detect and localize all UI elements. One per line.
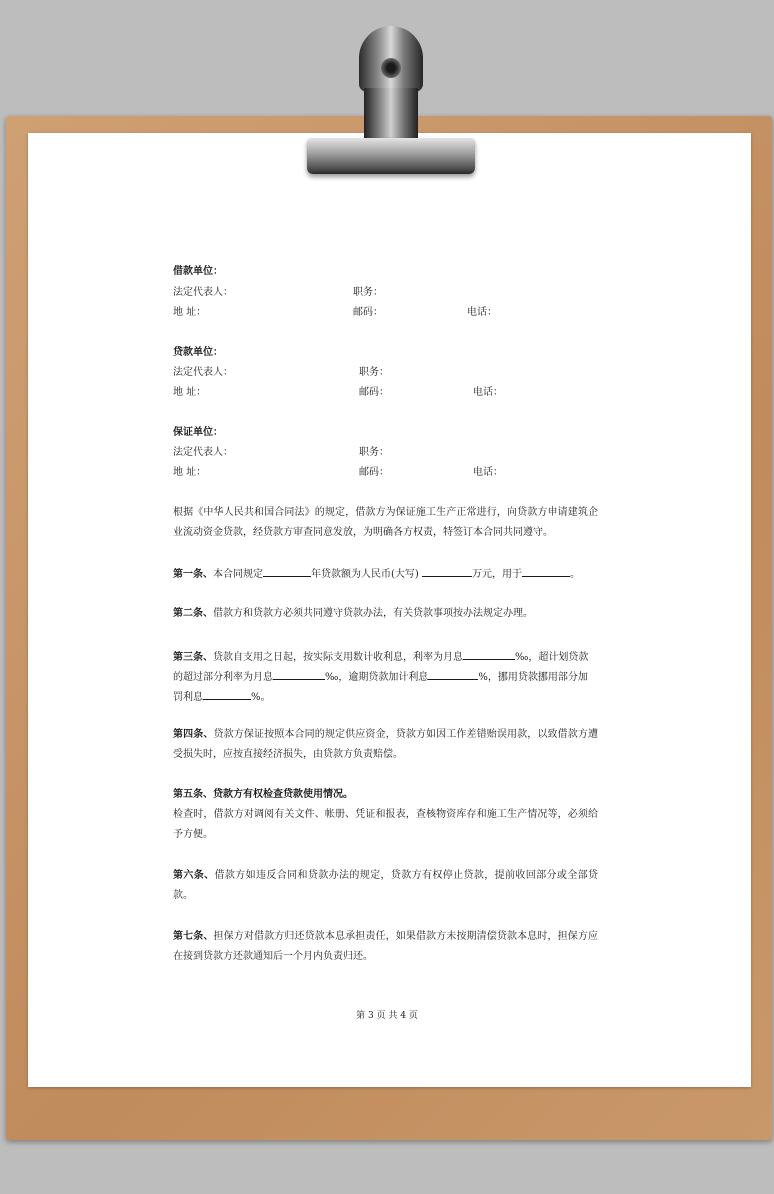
article-4-text: 贷款方保证按照本合同的规定供应资金，贷款方如因工作差错贻误用款，以致借款方遭受损失时，应按直接经济损失，由贷款方负责赔偿。 — [173, 729, 599, 760]
article-3-text-d: ‰，逾期贷款加计利息 — [325, 672, 429, 683]
article-3-text-f: 罚利息 — [173, 692, 203, 703]
article-2-heading: 第二条、 — [173, 608, 213, 619]
article-7 — [173, 927, 598, 967]
clip-neck — [364, 88, 418, 140]
article-3-text-c: 的超过部分利率为月息 — [173, 672, 273, 683]
article-1 — [173, 567, 580, 581]
lender-postcode-label: 邮码： — [359, 387, 389, 398]
clip-hole-icon — [381, 58, 401, 78]
borrower-phone-label: 电话： — [467, 307, 497, 318]
intro-paragraph: 根据《中华人民共和国合同法》的规定，借款方为保证施工生产正常进行，向贷款方申请建筑企业流动资金贷款，经贷款方审查同意发放，为明确各方权责，特签订本合同共同遵守。 — [173, 507, 598, 538]
lender-phone-label: 电话： — [473, 387, 503, 398]
lender-unit-label: 贷款单位： — [173, 347, 223, 358]
guarantor-unit-label: 保证单位： — [173, 427, 223, 438]
article-3-line-1 — [173, 650, 588, 664]
borrower-unit-label: 借款单位： — [173, 266, 223, 277]
article-3-text-a: 贷款自支用之日起，按实际支用数计收利息，利率为月息 — [213, 652, 463, 663]
article-7-heading: 第七条、 — [173, 931, 214, 942]
article-5-text: 检查时，借款方对调阅有关文件、帐册、凭证和报表，查核物资库存和施工生产情况等，必须给予方便。 — [173, 809, 598, 840]
article-7-text: 担保方对借款方归还贷款本息承担责任，如果借款方未按期清偿贷款本息时，担保方应在接到贷款方还款通知后一个月内负责归还。 — [173, 931, 599, 962]
guarantor-postcode-label: 邮码： — [359, 467, 389, 478]
article-3-text-b: ‰，超计划贷款 — [515, 652, 589, 663]
article-6 — [173, 866, 598, 906]
article-1-text-c: 万元，用于 — [472, 569, 522, 580]
borrower-address-label: 地 址： — [173, 307, 207, 318]
article-1-text-a: 本合同规定 — [213, 569, 263, 580]
borrower-rep-label: 法定代表人： — [173, 287, 233, 298]
clip-base — [307, 138, 475, 174]
monthly-rate-blank — [463, 650, 515, 660]
penalty-rate-blank — [203, 690, 251, 700]
lender-rep-label: 法定代表人： — [173, 367, 233, 378]
article-3-text-e: %，挪用贷款挪用部分加 — [478, 672, 588, 683]
article-1-text-d: 。 — [570, 569, 580, 580]
article-4-heading: 第四条、 — [173, 729, 214, 740]
guarantor-position-label: 职务： — [359, 447, 389, 458]
article-4 — [173, 725, 598, 765]
article-1-heading: 第一条、 — [173, 569, 213, 580]
borrower-position-label: 职务： — [353, 287, 383, 298]
article-3-heading: 第三条、 — [173, 652, 213, 663]
purpose-blank — [522, 567, 570, 577]
excess-rate-blank — [273, 670, 325, 680]
guarantor-phone-label: 电话： — [473, 467, 503, 478]
borrower-postcode-label: 邮码： — [353, 307, 383, 318]
article-6-text: 借款方如违反合同和贷款办法的规定，贷款方有权停止贷款，提前收回部分或全部贷款。 — [173, 870, 598, 901]
article-3-text-g: %。 — [251, 692, 271, 703]
article-5-heading: 第五条、贷款方有权检查贷款使用情况。 — [173, 789, 353, 800]
overdue-rate-blank — [428, 670, 478, 680]
page-number: 第 3 页 共 4 页 — [356, 1011, 418, 1021]
guarantor-rep-label: 法定代表人： — [173, 447, 233, 458]
article-3-line-3 — [173, 690, 271, 704]
article-2-text: 借款方和贷款方必须共同遵守贷款办法，有关贷款事项按办法规定办理。 — [213, 608, 533, 619]
article-1-text-b: 年贷款额为人民币(大写) — [311, 569, 419, 580]
year-blank — [263, 567, 311, 577]
article-6-heading: 第六条、 — [173, 870, 215, 881]
lender-address-label: 地 址： — [173, 387, 207, 398]
lender-position-label: 职务： — [359, 367, 389, 378]
guarantor-address-label: 地 址： — [173, 467, 207, 478]
article-2 — [173, 608, 533, 620]
article-3-line-2 — [173, 670, 588, 684]
amount-blank — [422, 567, 472, 577]
